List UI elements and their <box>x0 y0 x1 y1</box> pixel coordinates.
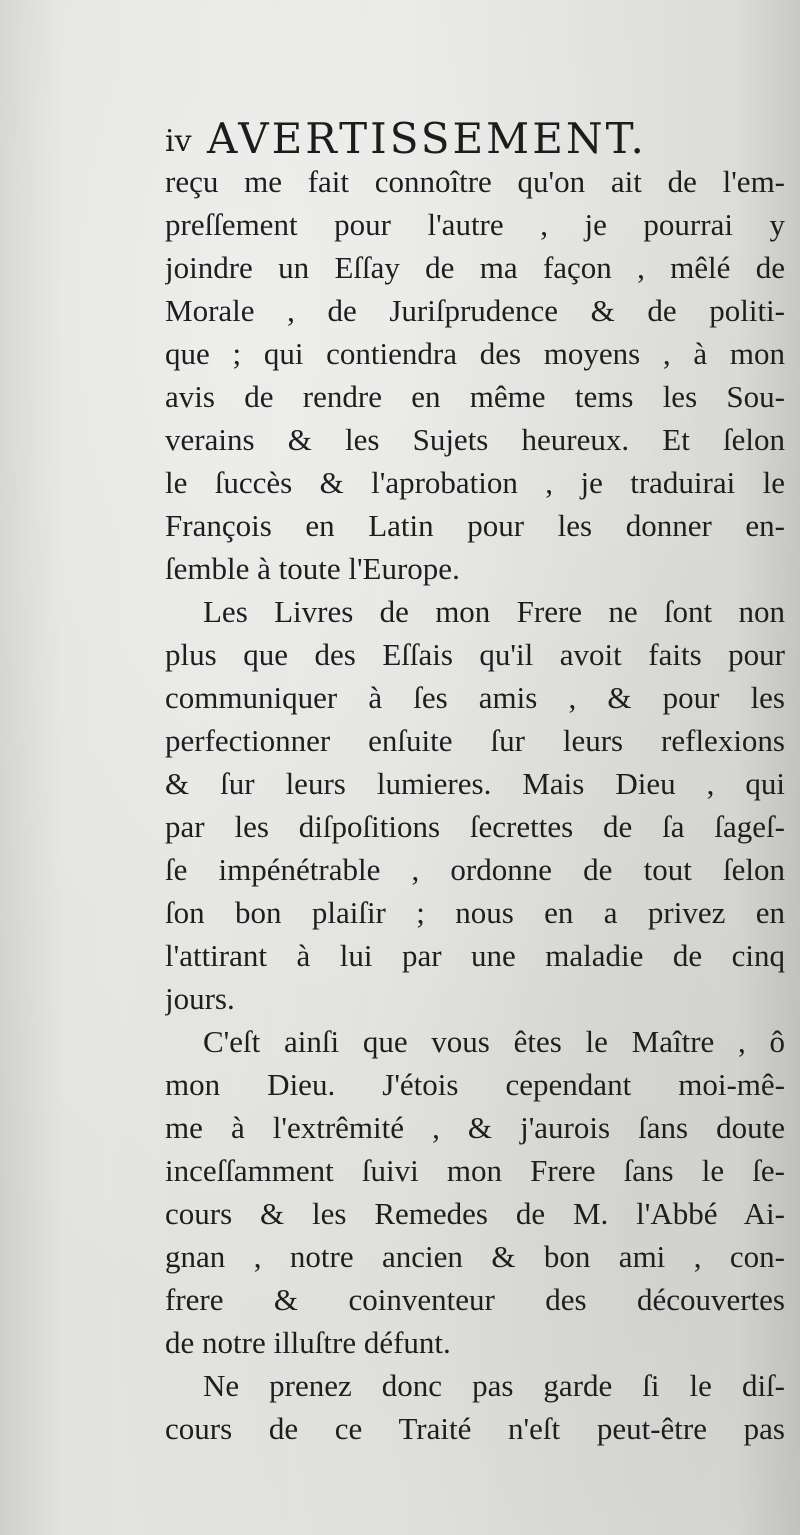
text-line: de notre illuſtre défunt. <box>165 1325 451 1360</box>
text-line: l'attirant à lui par une maladie de cinq <box>165 938 785 973</box>
text-line: que ; qui contiendra des moyens , à mon <box>165 336 785 371</box>
running-head: AVERTISSEMENT. <box>207 114 647 163</box>
text-line: gnan , notre ancien & bon ami , con- <box>165 1239 785 1274</box>
text-line: Morale , de Juriſprudence & de politi- <box>165 293 785 328</box>
paragraph-first-line: C'eſt ainſi que vous êtes le Maître , ô <box>203 1024 785 1059</box>
text-line: cours & les Remedes de M. l'Abbé Ai- <box>165 1196 785 1231</box>
page-number: iv <box>165 124 192 159</box>
text-line: me à l'extrêmité , & j'aurois ſans doute <box>165 1110 785 1145</box>
text-line: verains & les Sujets heureux. Et ſelon <box>165 422 785 457</box>
text-line: perfectionner enſuite ſur leurs reflexions <box>165 723 785 758</box>
text-line: inceſſamment ſuivi mon Frere ſans le ſe- <box>165 1153 785 1188</box>
text-line: jours. <box>165 981 235 1016</box>
paragraph-first-line: Les Livres de mon Frere ne ſont non <box>203 594 785 629</box>
text-line: communiquer à ſes amis , & pour les <box>165 680 785 715</box>
text-line: frere & coinventeur des découvertes <box>165 1282 785 1317</box>
text-line: cours de ce Traité n'eſt peut-être pas <box>165 1411 785 1446</box>
text-line: & ſur leurs lumieres. Mais Dieu , qui <box>165 766 785 801</box>
text-line: preſſement pour l'autre , je pourrai y <box>165 207 785 242</box>
text-line: le ſuccès & l'aprobation , je traduirai le <box>165 465 785 500</box>
text-line: reçu me fait connoître qu'on ait de l'em- <box>165 164 785 199</box>
text-line: avis de rendre en même tems les Sou- <box>165 379 785 414</box>
text-line: ſemble à toute l'Europe. <box>165 551 460 586</box>
page-header <box>165 112 785 162</box>
paragraph-first-line: Ne prenez donc pas garde ſi le diſ- <box>203 1368 785 1403</box>
text-line: par les diſpoſitions ſecrettes de ſa ſageſ- <box>165 809 785 844</box>
text-line: plus que des Eſſais qu'il avoit faits pour <box>165 637 785 672</box>
body-text <box>165 160 785 1450</box>
text-line: joindre un Eſſay de ma façon , mêlé de <box>165 250 785 285</box>
text-line: mon Dieu. J'étois cependant moi-mê- <box>165 1067 785 1102</box>
text-line: ſon bon plaiſir ; nous en a privez en <box>165 895 785 930</box>
text-line: François en Latin pour les donner en- <box>165 508 785 543</box>
text-line: ſe impénétrable , ordonne de tout ſelon <box>165 852 785 887</box>
